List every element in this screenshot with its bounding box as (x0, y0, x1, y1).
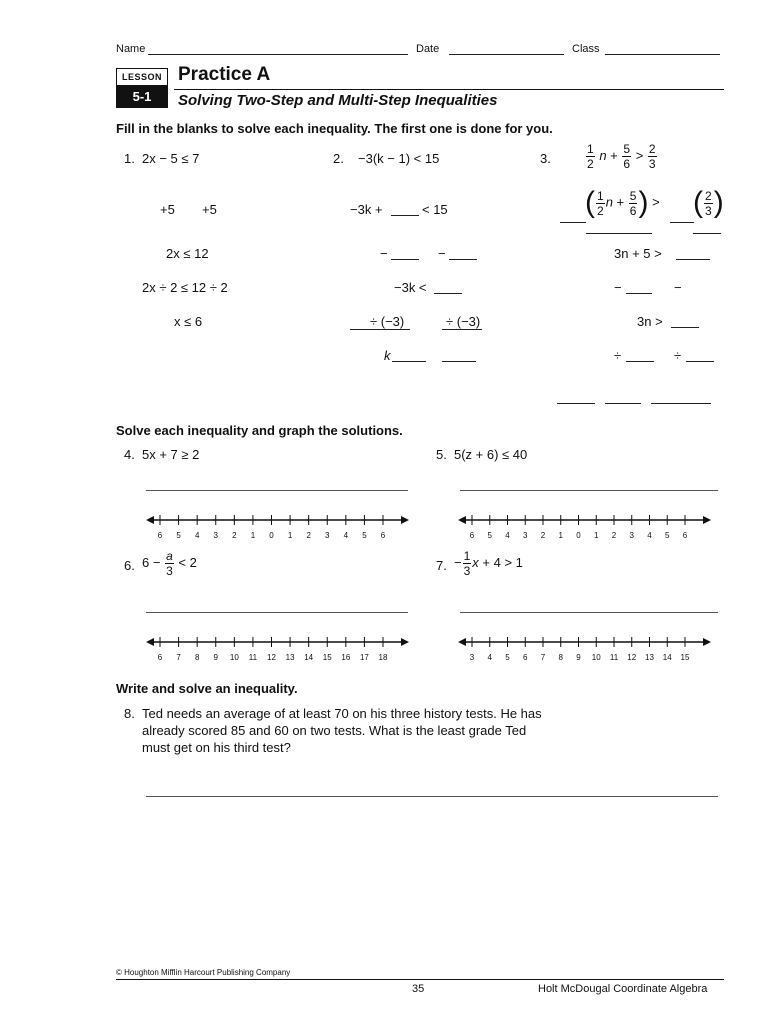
p2-line5b: ÷ (−3) (446, 314, 481, 329)
p3-answer-blank-3[interactable] (651, 403, 711, 404)
numberline-tick-label: 14 (304, 653, 314, 662)
numberline-tick-label: 1 (558, 531, 563, 540)
numberline-tick-label: 2 (540, 531, 546, 540)
p3-frac-1: $\frac{1}{2}$ (587, 142, 594, 171)
p3-line6a: ÷ (614, 348, 622, 363)
class-label: Class (572, 43, 600, 55)
numberline-tick-label: 3 (629, 531, 634, 540)
numberline-tick-label: 8 (194, 653, 200, 662)
name-line[interactable] (148, 54, 408, 55)
numberline-tick-label: 8 (558, 653, 563, 662)
p2-line5a: ÷ (−3) (370, 314, 405, 329)
numberline-tick-label: 12 (267, 653, 276, 662)
p6-expr: 6 − $\frac{a}{3}$ < 2 (142, 549, 197, 578)
p4-expr: 5x + 7 ≥ 2 (142, 447, 200, 462)
p5-answer-line[interactable] (460, 490, 718, 491)
numberline-tick-label: 15 (680, 653, 690, 662)
p3-blank-2[interactable] (670, 222, 694, 223)
p3-line2: ( $\frac{1}{2}$ n + $\frac{5}{6}$ ) > (585, 186, 660, 219)
numberline-tick-label: 10 (229, 653, 239, 662)
arrow-left-icon (146, 516, 154, 524)
page-title: Practice A (178, 64, 271, 85)
p6-number: 6. (124, 558, 135, 573)
p2-line2a: −3k + (350, 202, 383, 217)
date-line[interactable] (449, 54, 564, 55)
footer-book-title: Holt McDougal Coordinate Algebra (538, 983, 708, 995)
page-subtitle: Solving Two-Step and Multi-Step Inequalities (178, 92, 498, 109)
p4-answer-line[interactable] (146, 490, 408, 491)
numberline-p4[interactable] (140, 510, 415, 544)
p2-divbar-left (350, 329, 410, 330)
p4-number: 4. (124, 447, 135, 462)
numberline-tick-label: 6 (682, 531, 688, 540)
p8-number: 8. (124, 706, 135, 721)
numberline-tick-label: 18 (378, 653, 388, 662)
numberline-tick-label: 5 (176, 531, 181, 540)
p3-line4b: − (674, 280, 682, 295)
p8-answer-line[interactable] (146, 796, 718, 797)
p3-number: 3. (540, 151, 551, 166)
p2-blank-3[interactable] (449, 259, 477, 260)
p5-number: 5. (436, 447, 447, 462)
p1-line5: x ≤ 6 (174, 314, 203, 329)
numberline-p7[interactable] (452, 632, 717, 666)
p3-answer-blank-2[interactable] (605, 403, 641, 404)
numberline-tick-label: 9 (576, 653, 581, 662)
class-line[interactable] (605, 54, 720, 55)
section2-instruction: Solve each inequality and graph the solutions. (116, 423, 403, 438)
p2-number: 2. (333, 151, 344, 166)
numberline-tick-label: 7 (540, 653, 546, 662)
numberline-tick-label: 13 (645, 653, 654, 662)
numberline-tick-label: 4 (487, 653, 492, 662)
numberline-tick-label: 14 (662, 653, 672, 662)
numberline-tick-label: 6 (380, 531, 386, 540)
p2-line6: k (384, 348, 391, 363)
numberline-p5[interactable] (452, 510, 717, 544)
p7-number: 7. (436, 558, 447, 573)
numberline-p6[interactable] (140, 632, 415, 666)
p2-line1: −3(k − 1) < 15 (358, 151, 440, 166)
p2-blank-4[interactable] (434, 293, 462, 294)
numberline-tick-label: 4 (647, 531, 652, 540)
p3-line3: 3n + 5 > (614, 246, 662, 261)
p3-line6b: ÷ (674, 348, 682, 363)
numberline-tick-label: 15 (322, 653, 332, 662)
p2-divbar-right (442, 329, 482, 330)
p3-line1: $\frac{1}{2}$ n + $\frac{5}{6}$ > $\frac{2}{3}$ (587, 142, 656, 171)
numberline-tick-label: 6 (469, 531, 475, 540)
p1-line3: 2x ≤ 12 (166, 246, 209, 261)
p2-blank-5[interactable] (392, 361, 426, 362)
p2-blank-2[interactable] (391, 259, 419, 260)
arrow-right-icon (703, 638, 711, 646)
lesson-badge (116, 68, 168, 106)
p8-line3: must get on his third test? (142, 740, 291, 755)
p3-line2-right: ( $\frac{2}{3}$ ) (693, 186, 724, 219)
arrow-left-icon (458, 638, 466, 646)
p1-line4: 2x ÷ 2 ≤ 12 ÷ 2 (142, 280, 228, 295)
p3-blank-1[interactable] (560, 222, 586, 223)
p3-line4a: − (614, 280, 622, 295)
p7-answer-line[interactable] (460, 612, 718, 613)
numberline-tick-label: 1 (594, 531, 599, 540)
numberline-tick-label: 11 (248, 653, 258, 662)
numberline-tick-label: 4 (343, 531, 349, 540)
date-label: Date (416, 43, 440, 55)
numberline-tick-label: 0 (269, 531, 274, 540)
numberline-tick-label: 9 (213, 653, 218, 662)
p1-line2b: +5 (202, 202, 217, 217)
lesson-badge-top: LESSON (116, 68, 168, 86)
p1-line1: 2x − 5 ≤ 7 (142, 151, 200, 166)
p3-underline-a (586, 233, 652, 234)
section3-instruction: Write and solve an inequality. (116, 681, 298, 696)
arrow-right-icon (703, 516, 711, 524)
numberline-tick-label: 1 (250, 531, 256, 540)
numberline-tick-label: 7 (176, 653, 181, 662)
numberline-tick-label: 6 (523, 653, 528, 662)
p3-blank-3[interactable] (676, 259, 710, 260)
p2-line3a: − (380, 246, 388, 261)
numberline-tick-label: 4 (505, 531, 510, 540)
p1-number: 1. (124, 151, 135, 166)
numberline-tick-label: 10 (591, 653, 601, 662)
numberline-tick-label: 6 (157, 653, 163, 662)
numberline-tick-label: 5 (505, 653, 510, 662)
numberline-tick-label: 5 (362, 531, 367, 540)
section1-instruction: Fill in the blanks to solve each inequality. The first one is done for you. (116, 121, 553, 136)
numberline-tick-label: 3 (523, 531, 528, 540)
p3-frac-2: $\frac{5}{6}$ (623, 142, 631, 171)
lesson-badge-bottom: 5-1 (116, 86, 168, 108)
p3-blank-4[interactable] (626, 293, 652, 294)
numberline-tick-label: 5 (487, 531, 492, 540)
p2-line4: −3k < (394, 280, 427, 295)
numberline-tick-label: 3 (325, 531, 330, 540)
footer-page-number: 35 (412, 983, 425, 995)
numberline-tick-label: 0 (576, 531, 581, 540)
p3-answer-blank-1[interactable] (557, 403, 595, 404)
p3-line5: 3n > (637, 314, 663, 329)
p2-blank-6[interactable] (442, 361, 476, 362)
p3-blank-5[interactable] (671, 327, 699, 328)
numberline-tick-label: 13 (285, 653, 295, 662)
numberline-tick-label: 2 (232, 531, 237, 540)
numberline-tick-label: 1 (287, 531, 293, 540)
footer-rule (116, 979, 724, 980)
numberline-tick-label: 12 (627, 653, 637, 662)
p7-expr: − $\frac{1}{3}$ x + 4 > 1 (454, 549, 523, 578)
title-rule (174, 89, 724, 90)
p3-blank-6[interactable] (626, 361, 654, 362)
p2-blank-1[interactable] (391, 215, 419, 216)
numberline-tick-label: 3 (213, 531, 218, 540)
p3-frac-3: $\frac{2}{3}$ (648, 142, 656, 171)
name-label: Name (116, 43, 146, 55)
p2-line2b: < 15 (422, 202, 448, 217)
arrow-right-icon (401, 516, 409, 524)
numberline-tick-label: 3 (469, 653, 475, 662)
footer-copyright: © Houghton Mifflin Harcourt Publishing Company (116, 968, 291, 977)
numberline-tick-label: 2 (611, 531, 617, 540)
arrow-left-icon (146, 638, 154, 646)
numberline-tick-label: 4 (194, 531, 200, 540)
p3-underline-b (693, 233, 721, 234)
p8-line2: already scored 85 and 60 on two tests. What is the least grade Ted (142, 723, 527, 738)
numberline-tick-label: 2 (306, 531, 311, 540)
arrow-left-icon (458, 516, 466, 524)
numberline-tick-label: 17 (359, 653, 369, 662)
p3-blank-7[interactable] (686, 361, 714, 362)
p8-line1: Ted needs an average of at least 70 on his three history tests. He has (142, 706, 542, 721)
numberline-tick-label: 16 (341, 653, 351, 662)
numberline-tick-label: 11 (609, 653, 619, 662)
numberline-tick-label: 5 (665, 531, 670, 540)
p6-answer-line[interactable] (146, 612, 408, 613)
p5-expr: 5(z + 6) ≤ 40 (454, 447, 528, 462)
arrow-right-icon (401, 638, 409, 646)
p1-line2a: +5 (160, 202, 175, 217)
numberline-tick-label: 6 (157, 531, 163, 540)
p2-line3b: − (438, 246, 446, 261)
